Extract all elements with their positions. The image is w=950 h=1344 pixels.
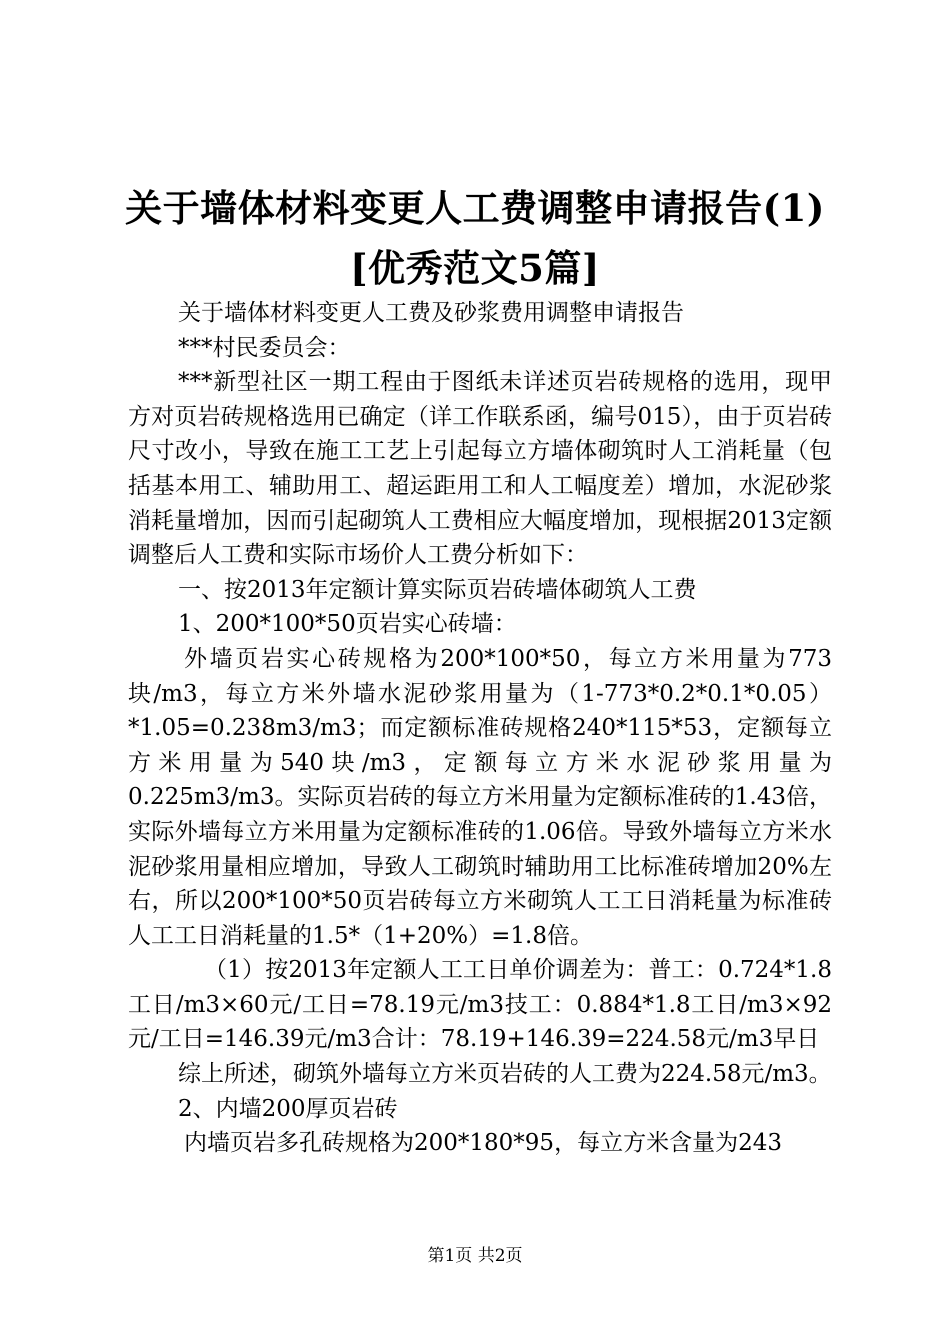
addressee-line: ***村民委员会： [178,334,351,361]
section-heading-1: 一、按2013年定额计算实际页岩砖墙体砌筑人工费 [178,576,697,603]
paragraph-summary: 综上所述，砌筑外墙每立方米页岩砖的人工费为224.58元/m3。 [178,1061,832,1088]
paragraph-intro: ***新型社区一期工程由于图纸未详述页岩砖规格的选用，现甲方对页岩砖规格选用已确定（详工作联系函，编号015），由于页岩砖尺寸改小，导致在施工工艺上引起每立方墙体砌筑时人工消耗量（包括基本用工、辅助用工、超运距用工和人工幅度差）增加，水泥砂浆消耗量增加，因而引起砌筑人工费相应大幅度增加，现根据2013定额调整后人工费和实际市场价人工费分析如下： [128,369,832,569]
subsection-heading-1: 1、200*100*50页岩实心砖墙： [178,611,517,638]
subsection-heading-2: 2、内墙200厚页岩砖 [178,1095,398,1122]
paragraph-exterior-wall: 外墙页岩实心砖规格为200*100*50，每立方米用量为773块/m3，每立方米外墙水泥砂浆用量为（1-773*0.2*0.1*0.05）*1.05=0.238m3/m3；而定额标准砖规格240*115*53，定额每立方米用量为540块/m3，定额每立方米水泥砂浆用量为0.225m3/m3。实际页岩砖的每立方米用量为定额标准砖的1.43倍，实际外墙每立方米用量为定额标准砖的1.06倍。导致外墙每立方米水泥砂浆用量相应增加，导致人工砌筑时辅助用工比标准砖增加20%左右，所以200*100*50页岩砖每立方米砌筑人工工日消耗量为标准砖人工工日消耗量的1.5*（1+20%）=1.8倍。 [128,645,832,949]
paragraph-labor-price-adjustment: （1）按2013年定额人工工日单价调差为：普工：0.724*1.8工日/m3×60元/工日=78.19元/m3技工：0.884*1.8工日/m3×92元/工日=146.39元/m3合计：78.19+146.39=224.58元/m3早日 [128,957,832,1053]
report-heading-line: 关于墙体材料变更人工费及砂浆费用调整申请报告 [178,300,684,326]
document-body [128,296,832,1161]
document-title: 关于墙体材料变更人工费调整申请报告(1)[优秀范文5篇] [125,186,825,290]
page-footer: 第1页 共2页 [427,1246,523,1266]
paragraph-interior-wall: 内墙页岩多孔砖规格为200*180*95，每立方米含量为243 [184,1130,782,1157]
